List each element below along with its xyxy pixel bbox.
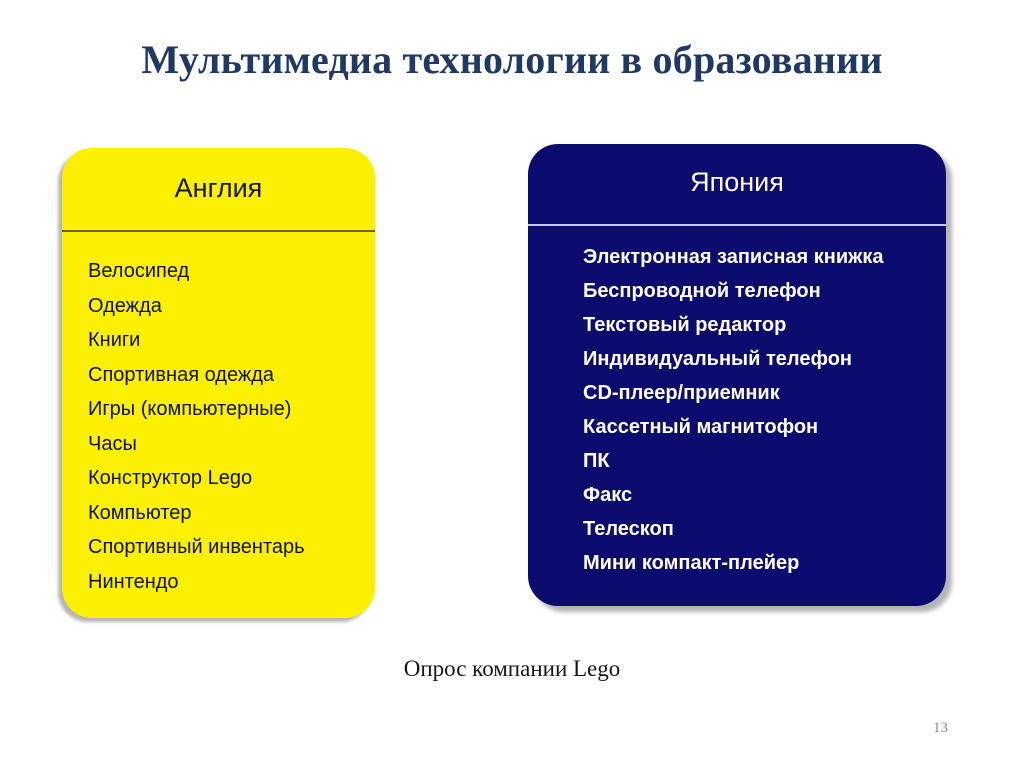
page-number: 13 [933,720,948,736]
list-item: Спортивный инвентарь [88,536,305,558]
list-item: Велосипед [88,260,190,282]
card-japan-header: Япония [690,167,784,197]
list-item: ПК [583,450,610,472]
list-item: Книги [88,329,141,351]
list-item: Нинтендо [88,570,179,593]
card-england-header: Англия [174,173,263,203]
list-item: Компьютер [88,501,192,524]
list-item: Одежда [88,294,162,317]
list-item: Электронная записная книжка [583,246,884,268]
card-england-list [62,232,375,599]
list-item: Телескоп [583,518,674,540]
slide-caption: Опрос компании Lego [403,656,621,681]
list-item: Спортивная одежда [88,363,275,386]
card-japan [528,144,946,606]
list-item: Текстовый редактор [583,314,787,336]
list-item: Конструктор Lego [88,467,253,489]
list-item: CD-плеер/приемник [583,382,780,404]
list-item: Беспроводной телефон [583,280,821,302]
list-item: Кассетный магнитофон [583,416,819,438]
list-item: Индивидуальный телефон [583,348,852,370]
list-item: Часы [88,432,137,455]
list-item: Мини компакт-плейер [583,552,800,574]
page-title: Мультимедиа технологии в образовании [141,37,883,82]
list-item: Игры (компьютерные) [88,398,292,420]
list-item: Факс [583,484,633,506]
card-japan-list [528,226,946,580]
card-england [62,148,375,618]
